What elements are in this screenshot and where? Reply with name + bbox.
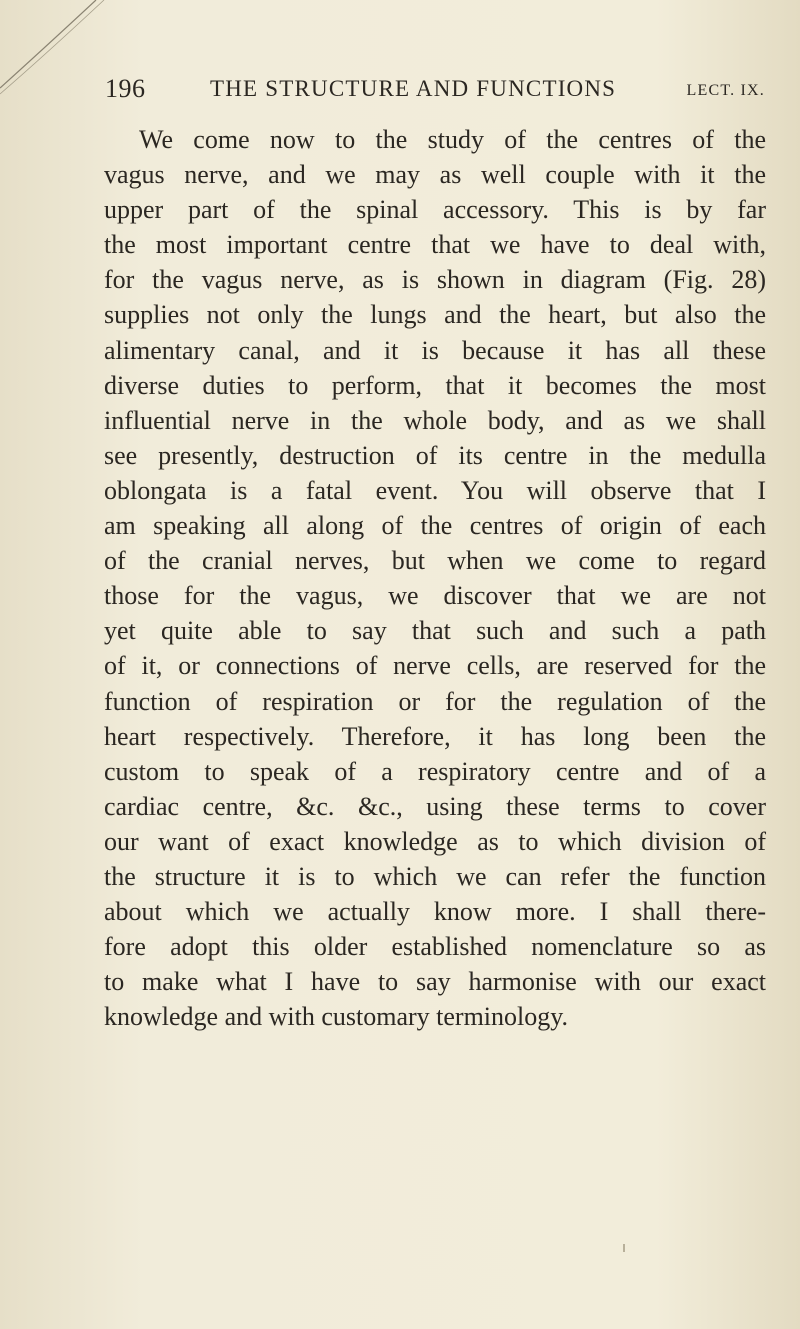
- text-line: function of respiration or for the regulation of the: [104, 686, 766, 716]
- text-line: diverse duties to perform, that it becomes the most: [104, 370, 766, 400]
- running-title: THE STRUCTURE AND FUNCTIONS: [210, 76, 617, 101]
- body-paragraph: [104, 122, 766, 1034]
- running-head: [105, 74, 765, 114]
- text-line: alimentary canal, and it is because it has all these: [104, 335, 766, 365]
- text-line: vagus nerve, and we may as well couple with it the: [104, 160, 766, 190]
- text-line: those for the vagus, we discover that we are not: [104, 581, 766, 611]
- text-line: knowledge and with customary terminology.: [104, 1002, 569, 1032]
- text-line: oblongata is a fatal event. You will observe that I: [104, 475, 766, 505]
- page-number: 196: [105, 74, 146, 103]
- text-line: yet quite able to say that such and such a path: [104, 616, 766, 646]
- text-line: of it, or connections of nerve cells, are reserved for the: [104, 651, 766, 681]
- text-line: for the vagus nerve, as is shown in diagram (Fig. 28): [104, 265, 766, 295]
- text-line: see presently, destruction of its centre in the medulla: [104, 440, 766, 470]
- lecture-label: LECT. IX.: [686, 82, 765, 99]
- text-line: the most important centre that we have to deal with,: [104, 230, 766, 260]
- text-line: custom to speak of a respiratory centre and of a: [104, 756, 766, 786]
- text-line: to make what I have to say harmonise with our exact: [104, 967, 766, 997]
- text-line: the structure it is to which we can refer the function: [104, 861, 766, 891]
- text-line: fore adopt this older established nomenclature so as: [104, 932, 766, 962]
- text-line: We come now to the study of the centres of the: [139, 125, 766, 154]
- text-line: about which we actually know more. I shall there-: [104, 897, 766, 927]
- text-line: influential nerve in the whole body, and as we shall: [104, 405, 766, 435]
- paper-speck: [623, 1244, 625, 1252]
- text-line: of the cranial nerves, but when we come to regard: [104, 546, 766, 576]
- text-line: upper part of the spinal accessory. This is by far: [104, 195, 766, 225]
- text-line: supplies not only the lungs and the heart, but also the: [104, 300, 766, 330]
- text-line: heart respectively. Therefore, it has long been the: [104, 721, 766, 751]
- text-line: cardiac centre, &c. &c., using these terms to cover: [104, 791, 766, 821]
- text-line: am speaking all along of the centres of origin of each: [104, 511, 766, 541]
- page-corner-mark: [0, 0, 110, 110]
- text-line: our want of exact knowledge as to which division of: [104, 826, 766, 856]
